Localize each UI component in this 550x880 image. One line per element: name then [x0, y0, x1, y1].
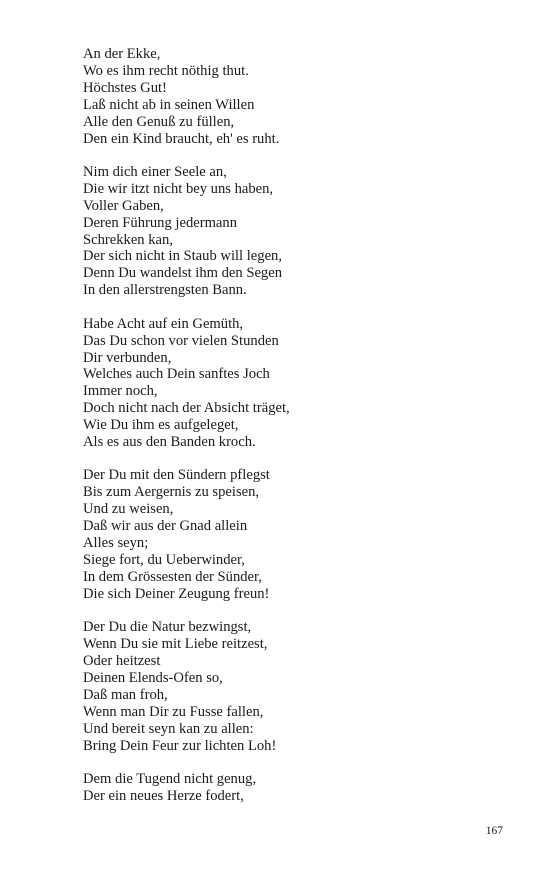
poem-line: Alles seyn; [83, 535, 149, 552]
stanza [83, 467, 503, 602]
poem-line: Bis zum Aergernis zu speisen, [83, 484, 260, 501]
poem-line: Dem die Tugend nicht genug, [83, 770, 257, 787]
poem-line: Bring Dein Feur zur lichten Loh! [83, 737, 277, 754]
poem-line: Der sich nicht in Staub will legen, [83, 248, 283, 265]
poem-line: Laß nicht ab in seinen Willen [83, 96, 255, 113]
poem-line: Wenn man Dir zu Fusse fallen, [83, 703, 264, 720]
poem-line: Immer noch, [83, 383, 158, 400]
poem-line: Denn Du wandelst ihm den Segen [83, 265, 283, 282]
poem-line: Wo es ihm recht nöthig thut. [83, 62, 249, 79]
poem-line: Das Du schon vor vielen Stunden [83, 332, 279, 349]
poem-line: Den ein Kind braucht, eh' es ruht. [83, 130, 280, 147]
stanza [83, 619, 503, 754]
poem-line: Siege fort, du Ueberwinder, [83, 551, 245, 568]
poem-line: In den allerstrengsten Bann. [83, 282, 247, 299]
poem-line: Die wir itzt nicht bey uns haben, [83, 180, 274, 197]
poem-line: In dem Grössesten der Sünder, [83, 568, 262, 585]
stanza [83, 316, 503, 451]
poem-line: Dir verbunden, [83, 349, 172, 366]
poem-line: Nim dich einer Seele an, [83, 163, 227, 180]
poem-line: Deren Führung jedermann [83, 214, 237, 231]
poem-line: Und zu weisen, [83, 501, 174, 518]
poem-line: Der ein neues Herze fodert, [83, 787, 244, 804]
poem-line: Als es aus den Banden kroch. [83, 434, 256, 451]
poem-line: Wie Du ihm es aufgeleget, [83, 417, 239, 434]
poem-line: Wenn Du sie mit Liebe reitzest, [83, 636, 268, 653]
poem-line: Welches auch Dein sanftes Joch [83, 366, 270, 383]
poem-line: Alle den Genuß zu füllen, [83, 113, 235, 130]
stanza [83, 164, 503, 299]
poem-line: Habe Acht auf ein Gemüth, [83, 315, 244, 332]
poem-line: Schrekken kan, [83, 231, 173, 248]
page-number: 167 [485, 825, 503, 837]
poem-text [83, 46, 503, 821]
poem-line: Doch nicht nach der Absicht träget, [83, 400, 290, 417]
poem-line: Daß man froh, [83, 686, 168, 703]
poem-line: Voller Gaben, [83, 197, 164, 214]
stanza [83, 771, 503, 805]
poem-line: Der Du die Natur bezwingst, [83, 619, 252, 636]
poem-line: Höchstes Gut! [83, 79, 167, 96]
poem-line: An der Ekke, [83, 46, 161, 62]
poem-line: Die sich Deiner Zeugung freun! [83, 585, 270, 602]
poem-line: Oder heitzest [83, 653, 161, 669]
poem-line: Der Du mit den Sündern pflegst [83, 467, 270, 484]
poem-line: Daß wir aus der Gnad allein [83, 518, 248, 535]
poem-line: Und bereit seyn kan zu allen: [83, 720, 254, 737]
stanza [83, 46, 503, 147]
poem-line: Deinen Elends-Ofen so, [83, 669, 223, 686]
